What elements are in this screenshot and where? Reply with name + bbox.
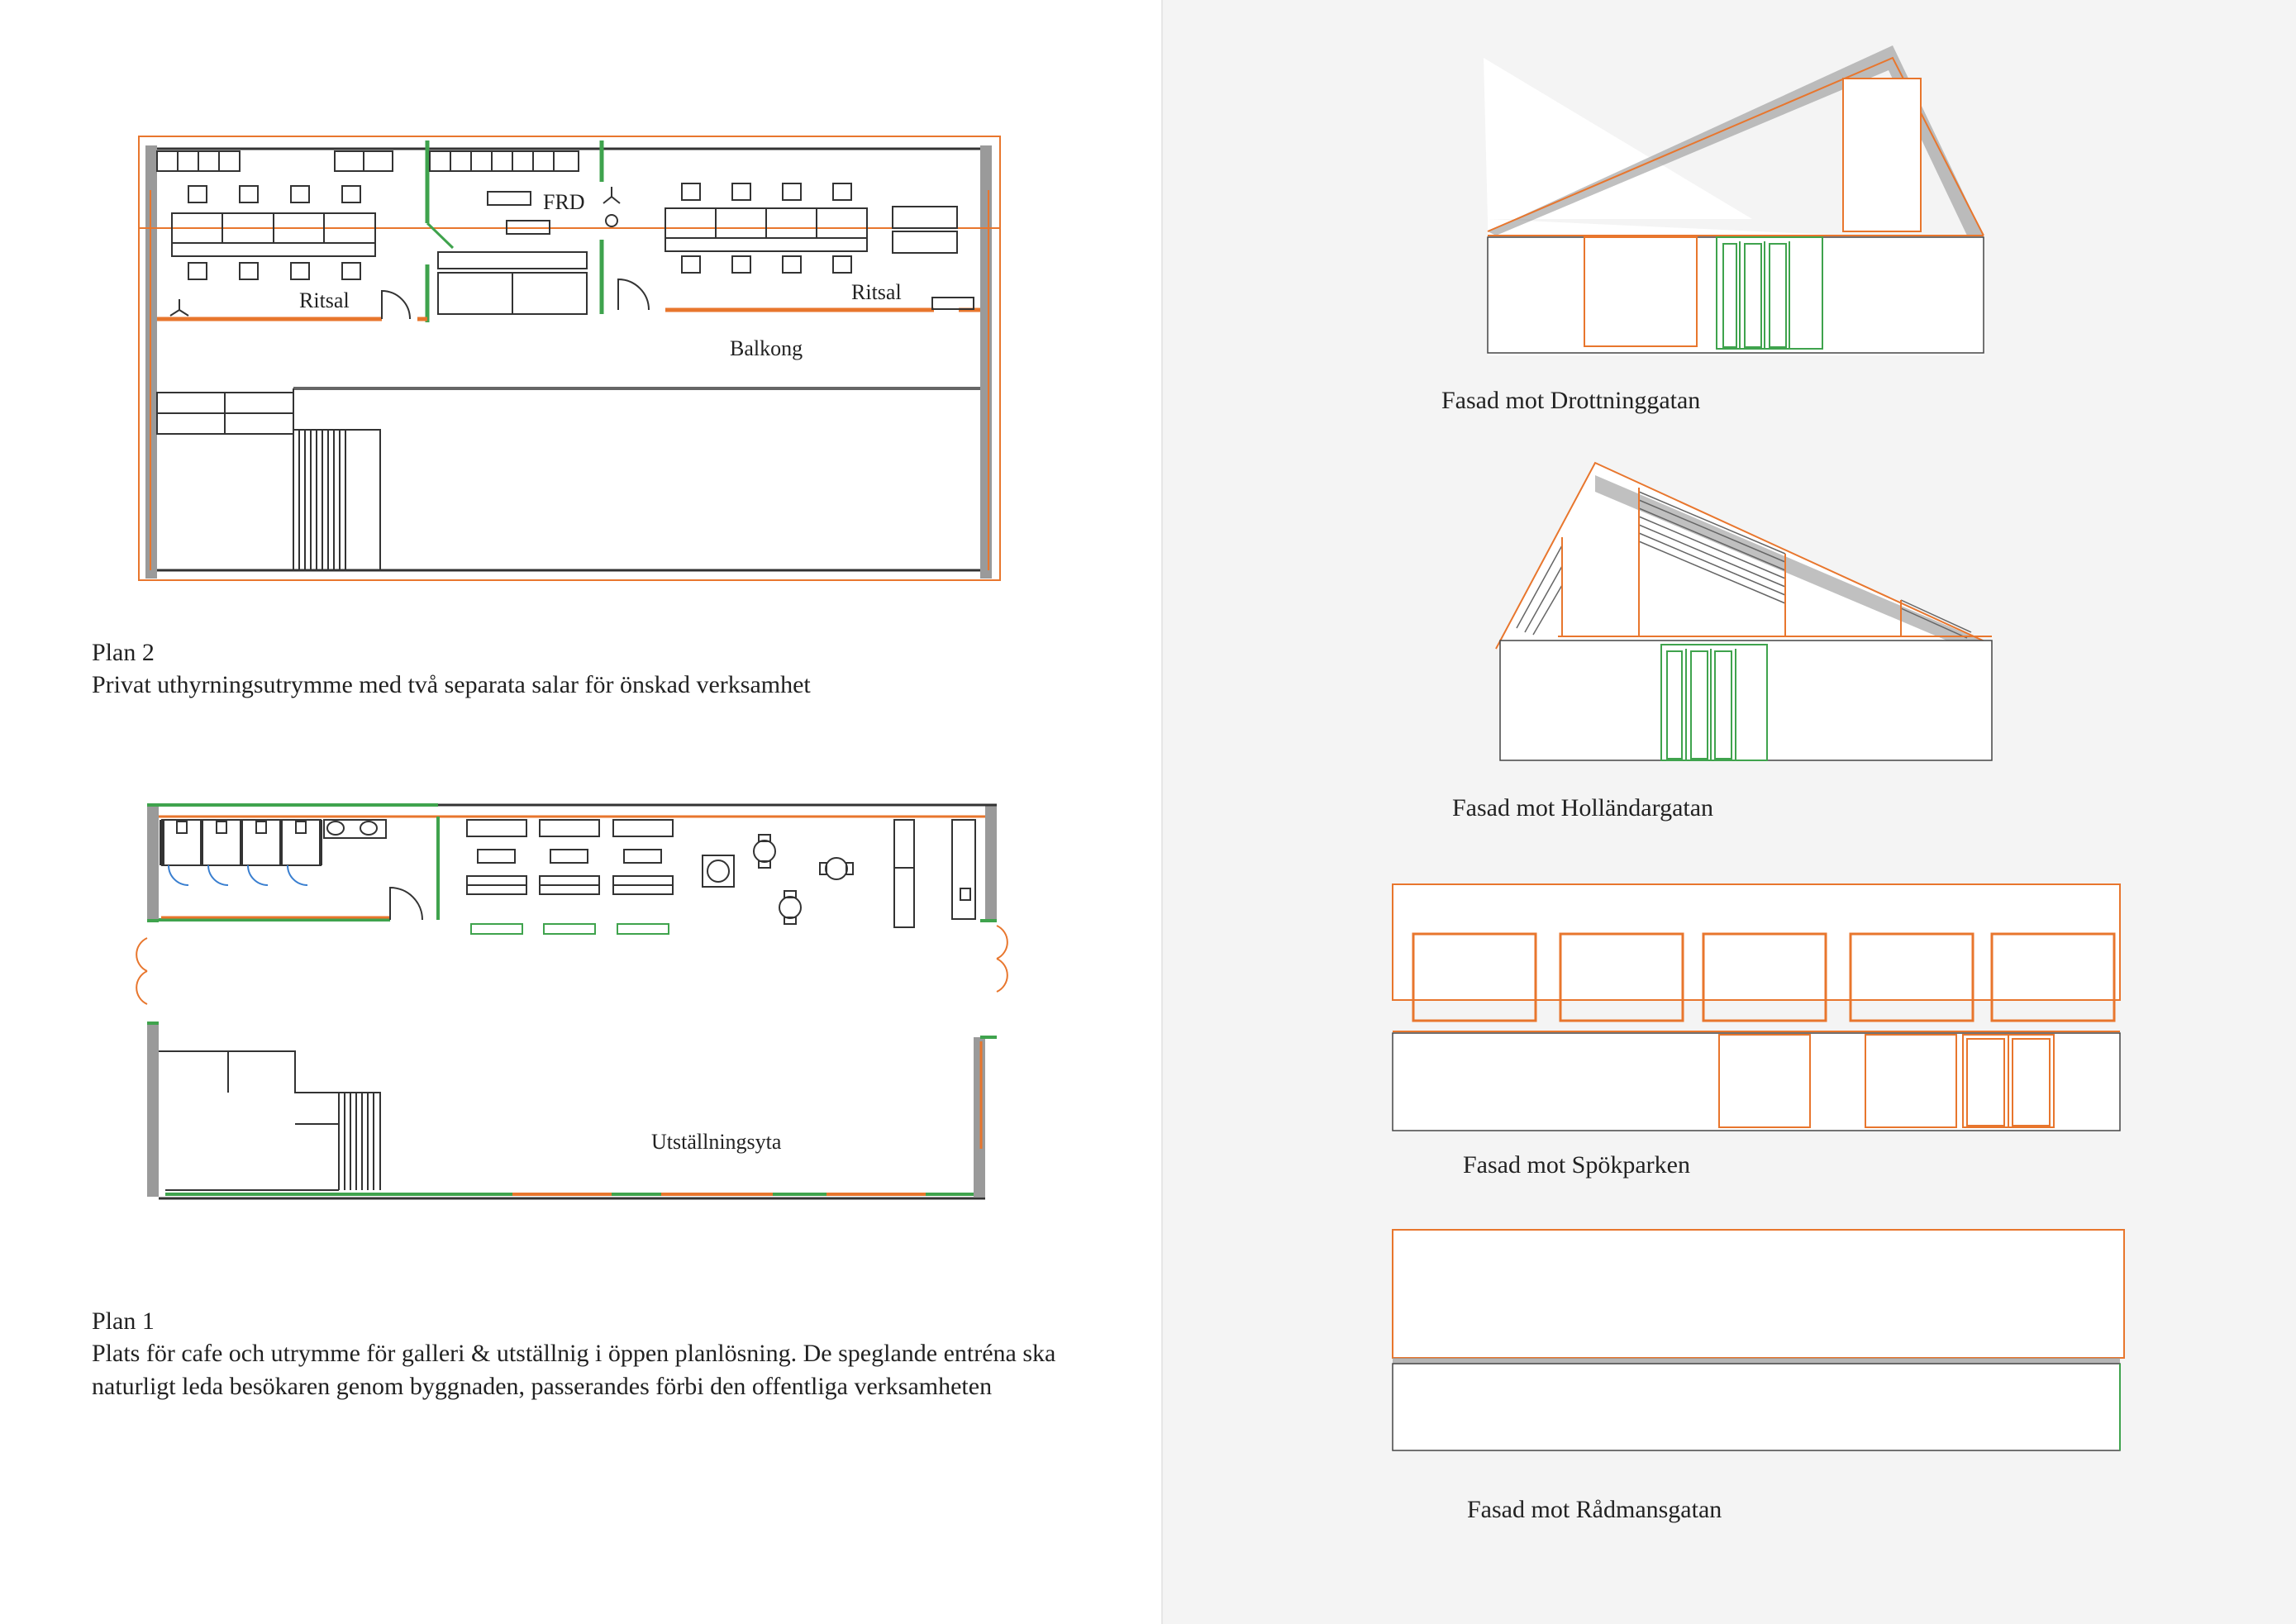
- plan-1-title: Plan 1: [92, 1307, 155, 1335]
- facade-spokparken-drawing: [1161, 876, 2296, 1141]
- plan-2-description: Privat uthyrningsutrymme med två separata salar för önskad verksamhet: [92, 671, 811, 698]
- room-label-utstallningsyta: Utställningsyta: [651, 1130, 782, 1154]
- room-label-balkong: Balkong: [730, 336, 803, 360]
- plan-2-title: Plan 2: [92, 639, 155, 666]
- facade-hollandargatan-drawing: [1161, 446, 2296, 793]
- room-label-frd: FRD: [543, 190, 585, 214]
- room-label-ritsal-right: Ritsal: [851, 280, 902, 304]
- facade-caption-spokparken: Fasad mot Spökparken: [1463, 1151, 1690, 1179]
- plan-1-drawing: [0, 785, 1161, 1281]
- plan-1-description: Plats för cafe och utrymme för galleri & utställnig i öppen planlösning. De speglande entréna ska naturligt leda besökaren genom byggnaden, passerandes förbi den offentliga verksamheten: [92, 1340, 1056, 1400]
- facade-radmansgatan-drawing: [1161, 1215, 2296, 1479]
- facade-caption-radmansgatan: Fasad mot Rådmansgatan: [1467, 1496, 1722, 1523]
- facade-caption-drottninggatan: Fasad mot Drottninggatan: [1441, 387, 1701, 414]
- plan-2-drawing: [0, 0, 1161, 628]
- facade-caption-hollandargatan: Fasad mot Holländargatan: [1452, 794, 1714, 822]
- room-label-ritsal-left: Ritsal: [299, 288, 350, 312]
- facade-drottninggatan-drawing: [1161, 0, 2296, 413]
